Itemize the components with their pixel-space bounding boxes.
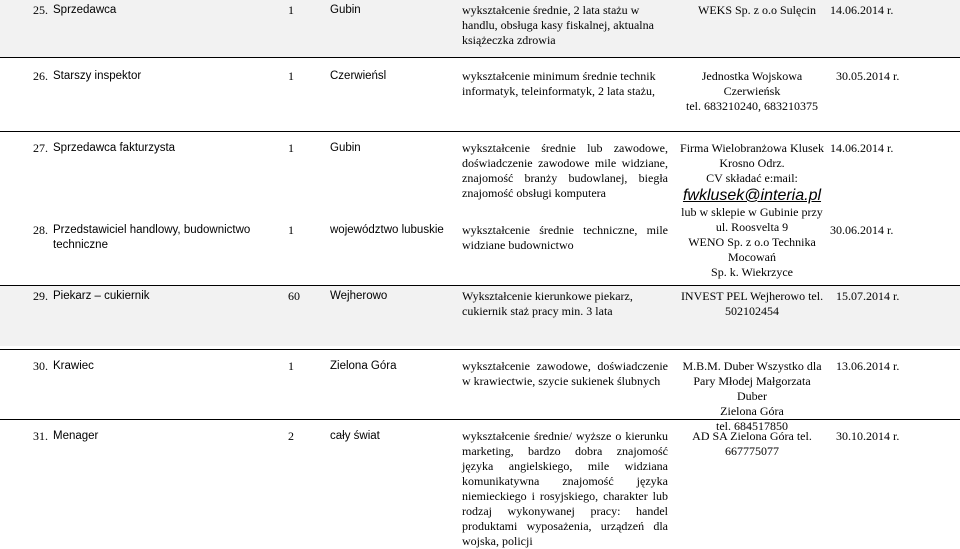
table-row: [0, 138, 960, 278]
employer-line: tel. 683210240, 683210375: [686, 99, 818, 113]
deadline-date: 13.06.2014 r.: [836, 359, 900, 373]
table-row: [0, 0, 960, 57]
requirements: wykształcenie średnie lub zawodowe, doświadczenie zawodowe mile widziane, znajomość branży budowlanej, biegła znajomość obsługi komputera: [462, 141, 668, 200]
employer-line: Zielona Góra: [720, 404, 784, 418]
work-place: cały świat: [330, 430, 380, 442]
requirements: wykształcenie średnie techniczne, mile widziane budownictwo: [462, 223, 668, 252]
employer-line: Krosno Odrz.: [719, 156, 785, 170]
employer-line: Mocowań: [728, 250, 776, 264]
work-place: Zielona Góra: [330, 360, 397, 372]
row-number: 28.: [33, 223, 48, 237]
requirements: wykształcenie minimum średnie technik informatyk, teleinformatyk, 2 lata stażu,: [462, 69, 656, 98]
deadline-date: 30.06.2014 r.: [830, 223, 894, 237]
vacancy-count: 1: [288, 69, 294, 83]
requirements: Wykształcenie kierunkowe piekarz, cukiernik staż pracy min. 3 lata: [462, 289, 633, 318]
employer-line: tel. 684517850: [716, 419, 788, 433]
employer-line: 667775077: [725, 444, 779, 458]
employer: [678, 429, 826, 459]
employer: [678, 69, 826, 114]
vacancy-count: 2: [288, 429, 294, 443]
job-title: Sprzedawca fakturzysta: [53, 142, 176, 154]
requirements: wykształcenie średnie, 2 lata stażu w handlu, obsługa kasy fiskalnej, aktualna książeczka zdrowia: [462, 3, 654, 47]
row-divider: [0, 419, 960, 420]
employer-line: ul. Roosvelta 9: [715, 220, 789, 234]
deadline-date: 30.05.2014 r.: [836, 69, 900, 83]
vacancy-count: 1: [288, 3, 294, 17]
vacancy-count: 1: [288, 223, 294, 237]
vacancy-count: 1: [288, 141, 294, 155]
table-row: [0, 356, 960, 433]
requirements: wykształcenie zawodowe, doświadczenie w krawiectwie, szycie sukienek ślubnych: [462, 359, 668, 388]
deadline-date: 15.07.2014 r.: [836, 289, 900, 303]
deadline-date: 14.06.2014 r.: [830, 141, 894, 155]
work-place: Gubin: [330, 4, 361, 16]
vacancy-count: 1: [288, 359, 294, 373]
table-row: [0, 66, 960, 118]
employer-line: Czerwieńsk: [723, 84, 781, 98]
job-title: Sprzedawca: [53, 4, 117, 16]
employer: [678, 289, 826, 319]
employer-line: WENO Sp. z o.o Technika: [688, 235, 816, 249]
row-divider: [0, 57, 960, 58]
employer-line: Pary Młodej Małgorzata Duber: [693, 374, 811, 403]
employer-line: M.B.M. Duber Wszystko dla: [682, 359, 822, 373]
employer-email-link[interactable]: fwklusek@interia.pl: [682, 187, 822, 204]
row-number: 26.: [33, 69, 48, 83]
employer-line: INVEST PEL Wejherowo tel.: [680, 289, 824, 303]
deadline-date: 30.10.2014 r.: [836, 429, 900, 443]
table-row: [0, 286, 960, 346]
employer-line: lub w sklepie w Gubinie przy: [681, 205, 823, 219]
job-title: Krawiec: [53, 360, 94, 372]
row-number: 30.: [33, 359, 48, 373]
deadline-date: 14.06.2014 r.: [830, 3, 894, 17]
employer-line: CV składać e:mail:: [706, 171, 798, 185]
row-divider: [0, 349, 960, 350]
employer: [678, 359, 826, 434]
employer-line: Sp. k. Wiekrzyce: [711, 265, 793, 279]
employer-line: 502102454: [725, 304, 779, 318]
row-divider: [0, 131, 960, 132]
table-row: [0, 426, 960, 548]
requirements: wykształcenie średnie/ wyższe o kierunku marketing, bardzo dobra znajomość języka angielskiego, mile widziana komunikatywna znajomość języka niemieckiego i rosyjskiego, charakter lub rodzaj wykonywanej pracy: handel produktami wyposażenia, urządzeń dla wojska, policji: [462, 429, 668, 548]
work-place: Wejherowo: [330, 290, 388, 302]
job-title: Menager: [53, 430, 99, 442]
job-title: Piekarz – cukiernik: [53, 290, 150, 302]
table-row: [0, 220, 960, 270]
employer: WEKS Sp. z o.o Sulęcin: [698, 3, 816, 17]
work-place: Czerwieńsl: [330, 70, 387, 82]
vacancy-count: 60: [288, 289, 300, 303]
employer-line: Firma Wielobranżowa Klusek: [680, 141, 824, 155]
employer-line: AD SA Zielona Góra tel.: [692, 429, 812, 443]
row-number: 27.: [33, 141, 48, 155]
row-number: 29.: [33, 289, 48, 303]
row-number: 25.: [33, 3, 48, 17]
employer-line: Jednostka Wojskowa: [701, 69, 803, 83]
work-place: województwo lubuskie: [330, 224, 444, 236]
job-title: Przedstawiciel handlowy, budownictwo techniczne: [53, 224, 251, 251]
row-number: 31.: [33, 429, 48, 443]
job-title: Starszy inspektor: [53, 70, 142, 82]
work-place: Gubin: [330, 142, 361, 154]
